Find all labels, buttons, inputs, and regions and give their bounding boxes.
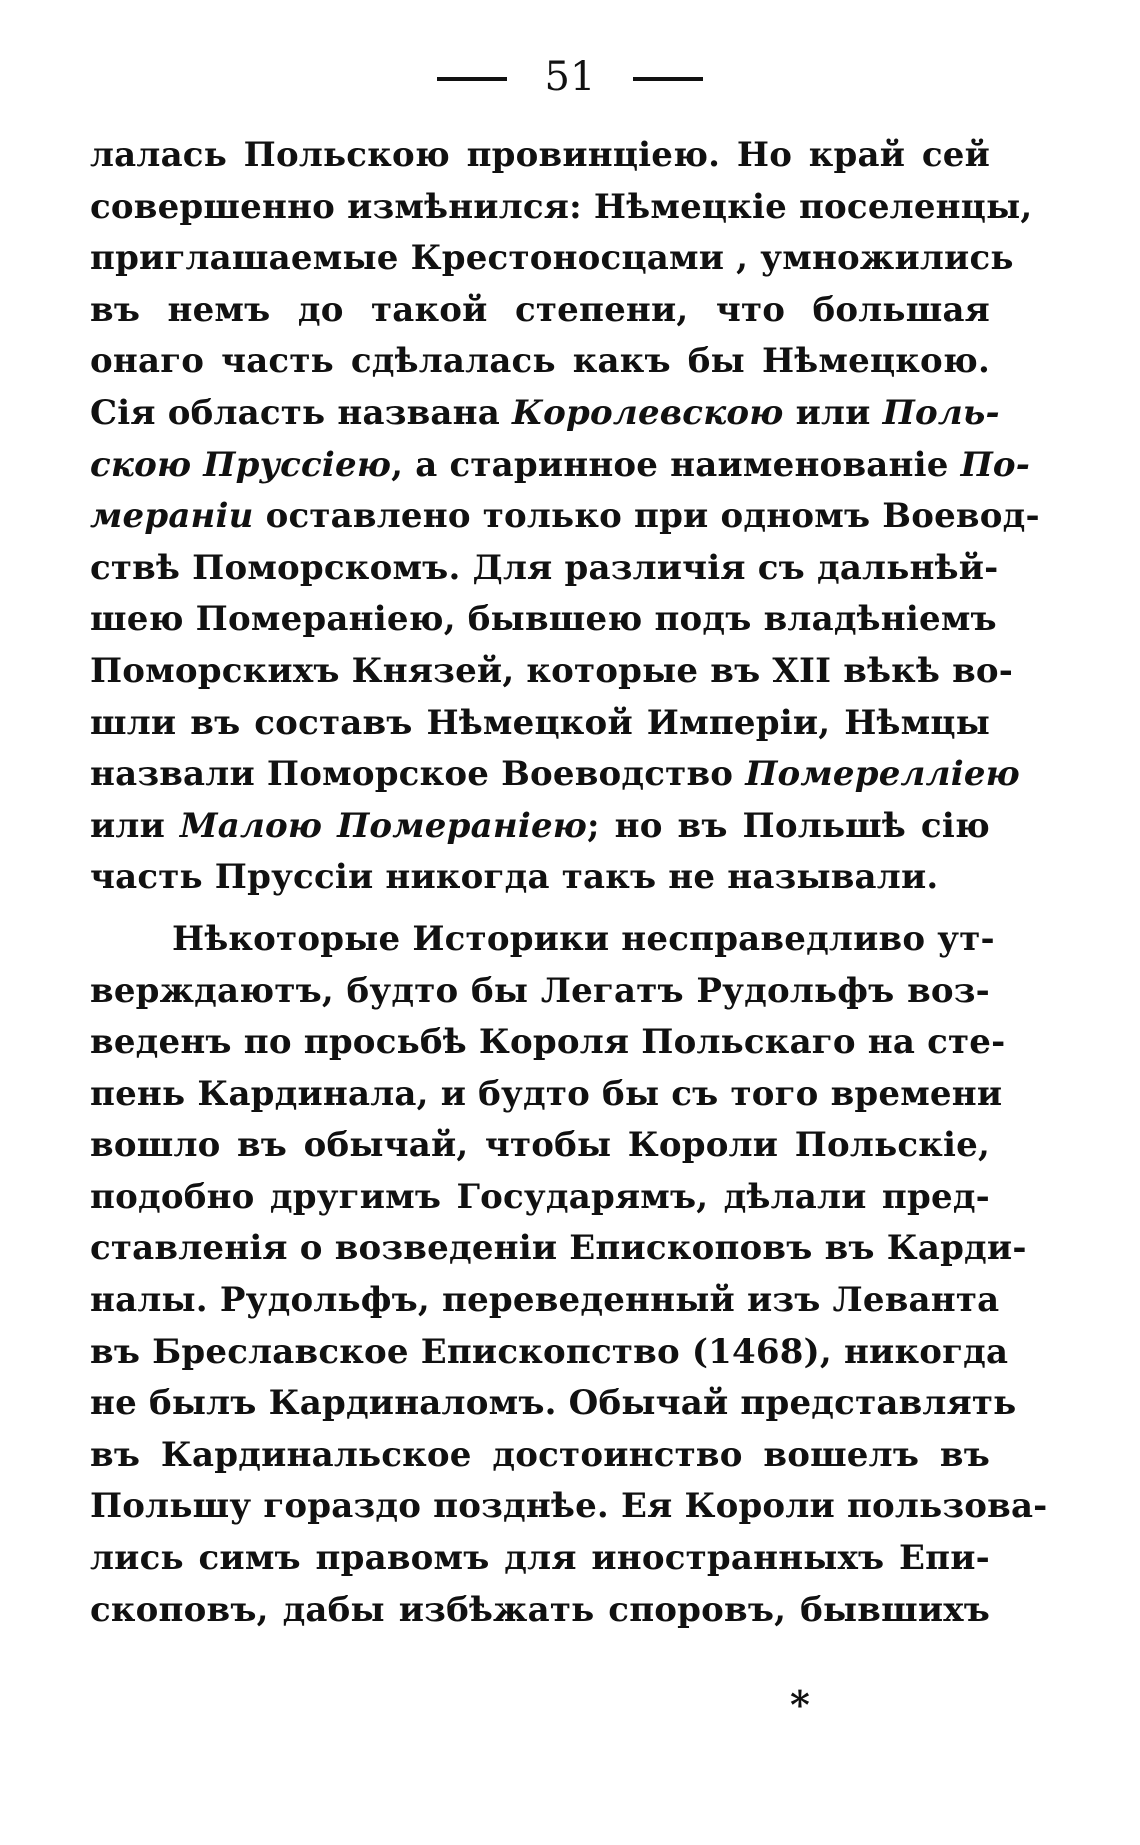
text-line: вошло въ обычай, чтобы Короли Польскіе,	[90, 1125, 990, 1166]
text-line: пень Кардинала, и будто бы съ того времени	[90, 1073, 1003, 1114]
text-line: онаго часть сдѣлалась какъ бы Нѣмецкою.	[90, 341, 990, 382]
catchword-asterisk: *	[790, 1682, 810, 1727]
text-line	[90, 749, 1020, 801]
body-text	[90, 130, 1048, 1636]
italic-term: Королевскою	[512, 392, 784, 433]
text-line: въ Бреславское Епископство (1468), никогда	[90, 1331, 1009, 1372]
header-dash-left	[437, 77, 507, 81]
text-segment: или	[90, 805, 180, 846]
text-line: совершенно измѣнился: Нѣмецкіе поселенцы,	[90, 186, 1033, 227]
text-line: ствѣ Поморскомъ. Для различія съ дальнѣй-	[90, 547, 999, 588]
text-segment: , а старинное наименованіе	[391, 444, 961, 485]
text-line: Польшу гораздо позднѣе. Ея Короли пользова-	[90, 1486, 1048, 1527]
text-line: лись симъ правомъ для иностранныхъ Епи-	[90, 1538, 990, 1579]
text-line: Поморскихъ Князей, которые въ XII вѣкѣ во-	[90, 650, 1014, 691]
italic-term: скою Пруссіею	[90, 444, 392, 485]
text-line: лалась Польскою провинціею. Но край сей	[90, 135, 990, 175]
text-line: веденъ по просьбѣ Короля Польскаго на сте-	[90, 1022, 1006, 1063]
italic-term: По-	[960, 444, 1031, 485]
italic-term: Померелліею	[745, 754, 1020, 795]
text-line: шею Помераніею, бывшею подъ владѣніемъ	[90, 599, 997, 640]
text-line: ставленія о возведеніи Епископовъ въ Карди-	[90, 1228, 1027, 1269]
header-dash-right	[633, 77, 703, 81]
text-line: часть Пруссіи никогда такъ не называли.	[90, 857, 939, 898]
text-segment: назвали Поморское Воеводство	[90, 754, 746, 795]
text-line: верждаютъ, будто бы Легатъ Рудольфъ воз-	[90, 970, 990, 1011]
text-segment: ; но въ Польшѣ сію	[587, 805, 990, 846]
italic-term: мераніи	[90, 496, 254, 537]
paragraph-gap	[90, 904, 990, 914]
text-line: Нѣкоторые Историки несправедливо ут-	[172, 918, 995, 959]
page-header	[0, 48, 1140, 105]
text-line: въ Кардинальское достоинство вошелъ въ	[90, 1434, 990, 1475]
text-line: скоповъ, дабы избѣжать споровъ, бывшихъ	[90, 1589, 990, 1630]
text-line: приглашаемые Крестоносцами , умножились	[90, 238, 1014, 279]
text-line: въ немъ до такой степени, что большая	[90, 289, 990, 330]
text-segment: или	[783, 392, 883, 433]
italic-term: Поль-	[882, 392, 1000, 433]
text-line	[90, 388, 1000, 440]
text-line	[90, 491, 1040, 543]
text-segment: Сія область названа	[90, 392, 512, 433]
italic-term: Малою Помераніею	[179, 805, 588, 846]
text-line	[90, 440, 1031, 492]
page-number: 51	[544, 54, 596, 100]
text-line: шли въ составъ Нѣмецкой Имперіи, Нѣмцы	[90, 702, 990, 743]
text-line: подобно другимъ Государямъ, дѣлали пред-	[90, 1176, 990, 1217]
text-line: налы. Рудольфъ, переведенный изъ Леванта	[90, 1280, 1000, 1321]
text-segment: оставлено только при одномъ Воевод-	[253, 496, 1040, 537]
text-line: не былъ Кардиналомъ. Обычай представлять	[90, 1383, 1017, 1424]
text-line	[90, 801, 990, 853]
